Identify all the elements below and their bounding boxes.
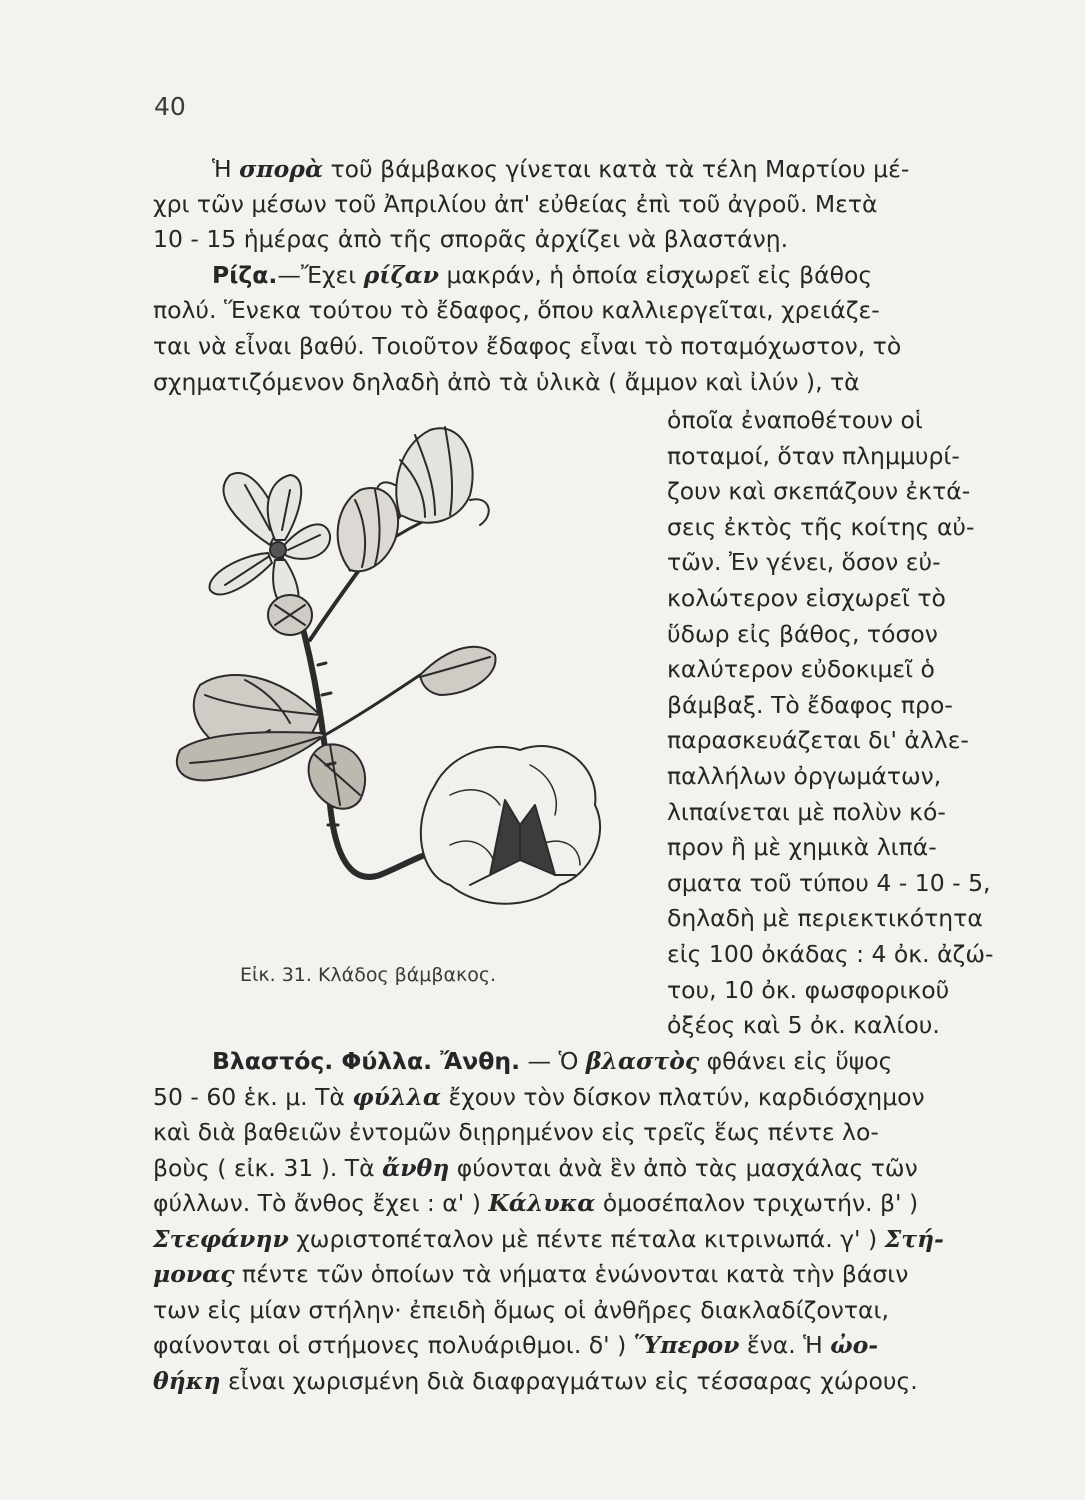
text-line: ὁποῖα ἐναποθέτουν οἱ	[667, 406, 923, 434]
text-line: μονας πέντε τῶν ὁποίων τὰ νήματα ἑνώνονται κατὰ τὴν βάσιν	[153, 1260, 909, 1288]
figure-caption: Εἰκ. 31. Κλάδος βάμβακος.	[240, 964, 497, 986]
text-line: φαίνονται οἱ στήμονες πολυάριθμοι. δ' ) Ὕπερον ἕνα. Ἡ ὠο-	[153, 1331, 879, 1359]
text-line: Ἡ σπορὰ τοῦ βάμβακος γίνεται κατὰ τὰ τέλη Μαρτίου μέ-	[212, 155, 910, 183]
leaf-icon	[177, 732, 325, 780]
cotton-capsule-icon	[309, 744, 366, 808]
text-line: Στεφάνην χωριστοπέταλον μὲ πέντε πέταλα κιτρινωπά. γ' ) Στή-	[153, 1225, 944, 1253]
text-line: θήκη εἶναι χωρισμένη διὰ διαφραγμάτων εἰς τέσσαρας χώρους.	[153, 1367, 918, 1395]
leaf-icon	[420, 647, 496, 695]
text-line: 50 - 60 ἑκ. μ. Τὰ φύλλα ἔχουν τὸν δίσκον πλατύν, καρδιόσχημον	[153, 1083, 925, 1111]
text-line: σεις ἐκτὸς τῆς κοίτης αὐ-	[667, 513, 975, 541]
text-line: βάμβαξ. Τὸ ἔδαφος προ-	[667, 691, 953, 719]
flower-bud-icon	[268, 595, 312, 635]
cotton-boll-icon	[421, 746, 600, 904]
flower-icon	[210, 473, 331, 610]
text-line: Ρίζα.—Ἔχει ρίζαν μακράν, ἡ ὁποία εἰσχωρεῖ εἰς βάθος	[212, 261, 873, 289]
text-line: κολώτερον εἰσχωρεῖ τὸ	[667, 584, 946, 612]
text-line: παρασκευάζεται δι' ἀλλε-	[667, 726, 969, 754]
text-line: προν ἢ μὲ χημικὰ λιπά-	[667, 833, 937, 861]
text-line: πολύ. Ἕνεκα τούτου τὸ ἔδαφος, ὅπου καλλιεργεῖται, χρειάζε-	[153, 296, 880, 324]
text-line: εἰς 100 ὀκάδας : 4 ὀκ. ἀζώ-	[667, 940, 994, 968]
stem-branch	[325, 675, 420, 735]
text-line: των εἰς μίαν στήλην· ἐπειδὴ ὅμως οἱ ἀνθῆρες διακλαδίζονται,	[153, 1296, 889, 1324]
flower-bud-icon	[338, 488, 398, 571]
text-line: ὕδωρ εἰς βάθος, τόσον	[667, 620, 938, 648]
text-line: Βλαστός. Φύλλα. Ἄνθη. — Ὁ βλαστὸς φθάνει εἰς ὕψος	[212, 1047, 893, 1075]
text-line: ὀξέος καὶ 5 ὀκ. καλίου.	[667, 1011, 940, 1039]
text-line: σματα τοῦ τύπου 4 - 10 - 5,	[667, 869, 991, 897]
text-line: καλύτερον εὐδοκιμεῖ ὁ	[667, 655, 935, 683]
text-line: ται νὰ εἶναι βαθύ. Τοιοῦτον ἔδαφος εἶναι τὸ ποταμόχωστον, τὸ	[153, 332, 902, 360]
text-line: τῶν. Ἐν γένει, ὅσον εὐ-	[667, 548, 941, 576]
text-line: καὶ διὰ βαθειῶν ἐντομῶν διῃρημένον εἰς τρεῖς ἕως πέντε λο-	[153, 1118, 879, 1146]
text-line: ποταμοί, ὅταν πλημμυρί-	[667, 442, 960, 470]
text-line: βοὺς ( εἰκ. 31 ). Τὰ ἄνθη φύονται ἀνὰ ἓν ἀπὸ τὰς μασχάλας τῶν	[153, 1154, 918, 1182]
text-line: παλλήλων ὀργωμάτων,	[667, 762, 942, 790]
cotton-branch-illustration	[150, 405, 655, 975]
text-line: του, 10 ὀκ. φωσφορικοῦ	[667, 976, 950, 1004]
text-line: ζουν καὶ σκεπάζουν ἐκτά-	[667, 477, 971, 505]
text-line: χρι τῶν μέσων τοῦ Ἀπριλίου ἀπ' εὐθείας ἐπὶ τοῦ ἀγροῦ. Μετὰ	[153, 190, 878, 218]
text-line: λιπαίνεται μὲ πολὺν κό-	[667, 798, 946, 826]
text-line: σχηματιζόμενον δηλαδὴ ἀπὸ τὰ ὑλικὰ ( ἄμμον καὶ ἰλύν ), τὰ	[153, 368, 860, 396]
text-line: δηλαδὴ μὲ περιεκτικότητα	[667, 904, 983, 932]
text-line: φύλλων. Τὸ ἄνθος ἔχει : α' ) Κάλυκα ὁμοσέπαλον τριχωτήν. β' )	[153, 1189, 919, 1217]
page-number: 40	[154, 92, 186, 121]
text-line: 10 - 15 ἡμέρας ἀπὸ τῆς σπορᾶς ἀρχίζει νὰ βλαστάνῃ.	[153, 225, 789, 253]
